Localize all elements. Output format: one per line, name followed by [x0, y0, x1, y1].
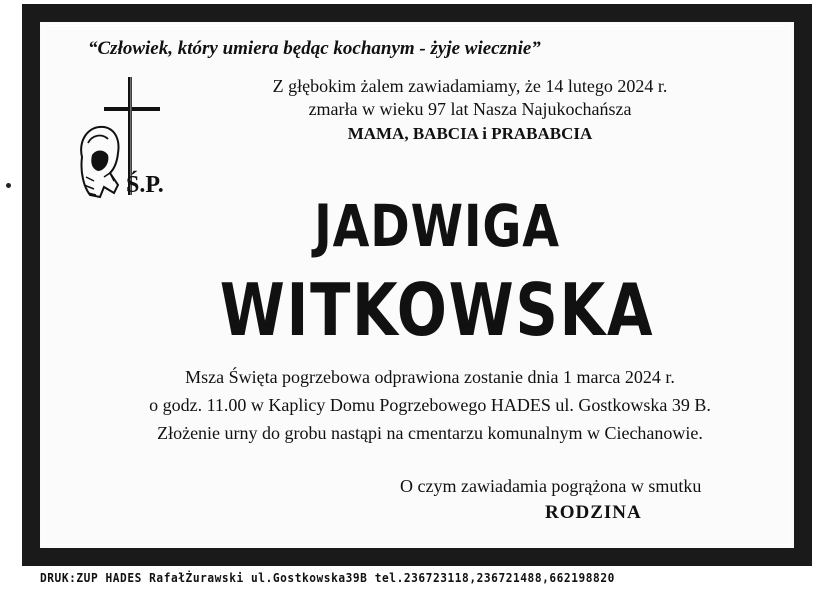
deceased-last-name: WITKOWSKA: [219, 268, 655, 352]
family-signature: RODZINA: [545, 502, 642, 523]
funeral-info-line-1: Msza Święta pogrzebowa odprawiona zostanie dnia 1 marca 2024 r.: [185, 367, 675, 387]
epitaph-quote: “Człowiek, który umiera będąc kochanym - żyje wiecznie”: [88, 38, 541, 59]
closing-line: O czym zawiadamia pogrążona w smutku: [400, 476, 702, 496]
deceased-first-name: JADWIGA: [314, 192, 560, 260]
sp-label: Ś.P.: [126, 172, 164, 198]
relation-title: MAMA, BABCIA i PRABABCIA: [347, 124, 593, 143]
printer-footer: DRUK:ZUP HADES RafałŻurawski ul.Gostkowska39B tel.236723118,236721488,662198820: [40, 571, 615, 585]
scan-mark: [6, 183, 11, 188]
obituary-panel: [38, 20, 796, 550]
announcement-line-1: Z głębokim żalem zawiadamiamy, że 14 lutego 2024 r.: [272, 76, 668, 96]
funeral-info-line-2: o godz. 11.00 w Kaplicy Domu Pogrzebowego HADES ul. Gostkowska 39 B.: [149, 395, 711, 415]
announcement-line-2: zmarła w wieku 97 lat Nasza Najukochańsza: [308, 99, 632, 119]
funeral-info-line-3: Złożenie urny do grobu nastąpi na cmentarzu komunalnym w Ciechanowie.: [157, 423, 703, 443]
obituary-frame: [22, 4, 812, 566]
